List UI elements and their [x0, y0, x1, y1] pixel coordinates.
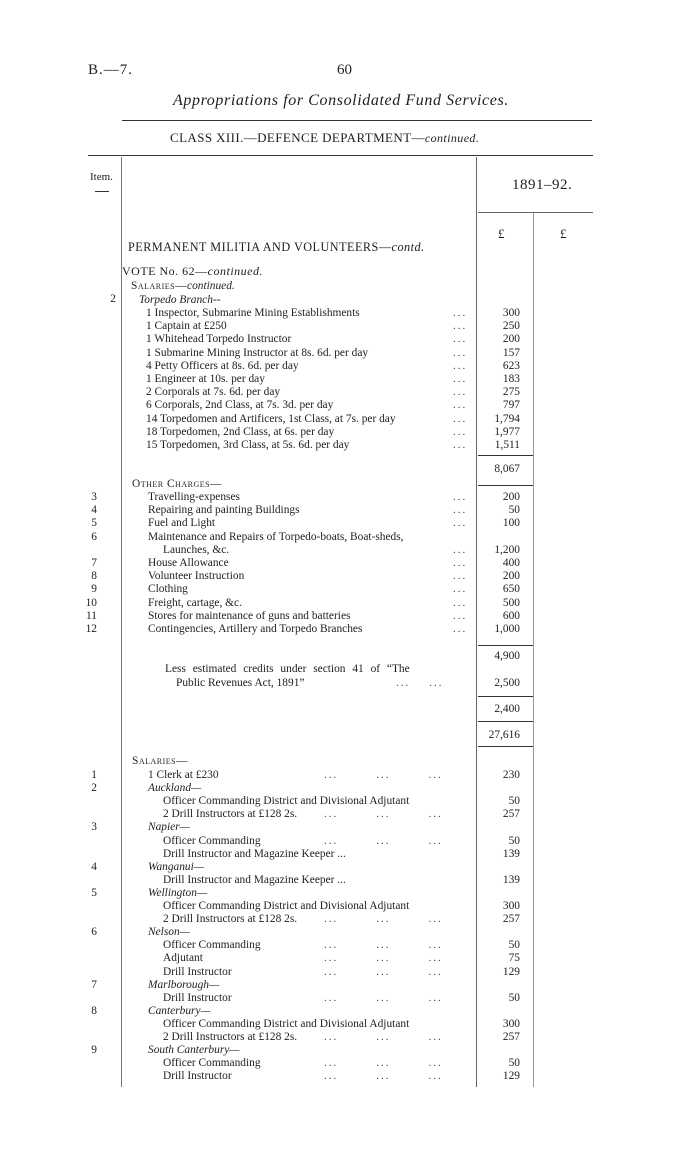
salary-row-text: South Canterbury— [148, 1044, 240, 1056]
salary-row-amount: 129 [502, 966, 520, 978]
salary-row-text: Canterbury— [148, 1005, 211, 1017]
salary-row-amount: 50 [508, 1057, 520, 1069]
other-row-text: Stores for maintenance of guns and batteries [148, 610, 351, 622]
net-rule [478, 696, 533, 697]
less-credits-line2: Public Revenues Act, 1891” [176, 677, 305, 689]
torpedo-row-text: 4 Petty Officers at 8s. 6d. per day [146, 360, 299, 372]
page-title: Appropriations for Consolidated Fund Services. [173, 92, 509, 109]
item-number: 3 [91, 491, 97, 503]
salaries-heading-continued: continued. [187, 280, 235, 292]
section-heading [128, 240, 425, 255]
other-charges-total: 4,900 [494, 650, 520, 662]
salary-row-text: Marlborough— [148, 979, 220, 991]
item-number: 4 [91, 504, 97, 516]
salary-row-text: 2 Drill Instructors at £128 2s. [163, 1031, 298, 1043]
item-number: 5 [91, 887, 97, 899]
salary-row-text: Adjutant [163, 952, 203, 964]
leader-dots: ... [453, 360, 468, 372]
less-credits-amount: 2,500 [494, 677, 520, 689]
salary-row-amount: 50 [508, 992, 520, 1004]
salary-row-amount: 300 [502, 900, 520, 912]
other-subtotal-rule [478, 645, 533, 646]
item-number: 7 [91, 557, 97, 569]
leader-dots: ... ... ... [324, 1070, 443, 1082]
torpedo-item-number: 2 [110, 293, 116, 305]
salary-row-text: Wanganui— [148, 861, 204, 873]
item-number: 9 [91, 1044, 97, 1056]
salary-row-text: Drill Instructor [163, 966, 232, 978]
torpedo-row-amount: 1,794 [494, 413, 520, 425]
less-credits-line1: Less estimated credits under section 41 of “The [165, 663, 410, 675]
torpedo-branch-heading: Torpedo Branch-- [139, 294, 221, 306]
torpedo-row-amount: 275 [502, 386, 520, 398]
item-number: 6 [91, 926, 97, 938]
class-title [170, 130, 479, 146]
other-charges-heading: Other Charges— [132, 478, 222, 490]
other-row-amount: 50 [508, 504, 520, 516]
torpedo-row-text: 1 Engineer at 10s. per day [146, 373, 265, 385]
leader-dots: ... [453, 491, 468, 503]
salary-row-text: Officer Commanding [163, 939, 261, 951]
leader-dots: ... ... ... [324, 1057, 443, 1069]
other-row-text: Launches, &c. [163, 544, 230, 556]
other-row-text: Freight, cartage, &c. [148, 597, 242, 609]
item-column-header: Item. [90, 171, 113, 183]
salary-row-amount: 257 [502, 1031, 520, 1043]
salary-row-amount: 75 [508, 952, 520, 964]
item-number: 2 [91, 782, 97, 794]
leader-dots: ... ... ... [324, 992, 443, 1004]
leader-dots: ... [453, 517, 468, 529]
other-row-text: Contingencies, Artillery and Torpedo Branches [148, 623, 363, 635]
leader-dots: ... [453, 544, 468, 556]
salary-row-text: 2 Drill Instructors at £128 2s. [163, 913, 298, 925]
year-header: 1891–92. [512, 177, 573, 193]
other-row-amount: 200 [502, 491, 520, 503]
item-number: 3 [91, 821, 97, 833]
other-row-text: Repairing and painting Buildings [148, 504, 300, 516]
torpedo-row-text: 15 Torpedomen, 3rd Class, at 5s. 6d. per day [146, 439, 350, 451]
vote-heading-continued: continued. [207, 264, 263, 278]
torpedo-row-text: 14 Torpedomen and Artificers, 1st Class, at 7s. per day [146, 413, 396, 425]
torpedo-row-amount: 1,977 [494, 426, 520, 438]
torpedo-row-text: 6 Corporals, 2nd Class, at 7s. 3d. per day [146, 399, 334, 411]
torpedo-row-amount: 200 [502, 333, 520, 345]
leader-dots: ... ... ... [324, 1031, 443, 1043]
leader-dots: ... ... ... [324, 913, 443, 925]
item-number: 9 [91, 583, 97, 595]
section-heading-contd: contd. [391, 240, 425, 254]
salary-row-text: Officer Commanding District and Divisional Adjutant [163, 900, 410, 912]
leader-dots: ... [453, 583, 468, 595]
torpedo-row-amount: 250 [502, 320, 520, 332]
other-row-amount: 200 [502, 570, 520, 582]
torpedo-row-text: 1 Submarine Mining Instructor at 8s. 6d. per day [146, 347, 369, 359]
other-row-amount: 100 [502, 517, 520, 529]
item-header-underline [95, 191, 109, 192]
leader-dots: ... [453, 426, 468, 438]
item-number: 10 [85, 597, 97, 609]
other-charges-rule [478, 485, 533, 486]
leader-dots: ... ... ... [324, 966, 443, 978]
item-number: 4 [91, 861, 97, 873]
salary-row-text: Drill Instructor and Magazine Keeper ... [163, 848, 346, 860]
grand-total: 27,616 [488, 729, 520, 741]
other-row-amount: 1,000 [494, 623, 520, 635]
title-rule [122, 120, 592, 121]
item-number: 1 [91, 769, 97, 781]
leader-dots: ... [453, 504, 468, 516]
torpedo-row-amount: 623 [502, 360, 520, 372]
grand-total-rule [478, 721, 533, 722]
salary-row-text: Nelson— [148, 926, 190, 938]
salary-row-text: Officer Commanding District and Divisional Adjutant [163, 1018, 410, 1030]
torpedo-row-text: 18 Torpedomen, 2nd Class, at 6s. per day [146, 426, 335, 438]
leader-dots: ... [453, 373, 468, 385]
salary-row-amount: 257 [502, 808, 520, 820]
salary-row-text: 2 Drill Instructors at £128 2s. [163, 808, 298, 820]
salaries-heading [131, 280, 235, 293]
leader-dots: ... ... ... [324, 769, 443, 781]
salary-row-amount: 257 [502, 913, 520, 925]
salary-row-text: Officer Commanding [163, 1057, 261, 1069]
other-row-amount: 600 [502, 610, 520, 622]
other-row-text: Clothing [148, 583, 188, 595]
leader-dots: ... ... ... [324, 952, 443, 964]
leader-dots: ... [453, 307, 468, 319]
leader-dots: ... ... ... [324, 835, 443, 847]
section-heading-text: PERMANENT MILITIA AND VOLUNTEERS— [128, 240, 392, 254]
item-column-divider [121, 157, 122, 1087]
torpedo-row-amount: 797 [502, 399, 520, 411]
header-rule [88, 155, 593, 156]
torpedo-row-amount: 183 [502, 373, 520, 385]
torpedo-subtotal-rule [478, 455, 533, 456]
salary-row-text: Officer Commanding [163, 835, 261, 847]
salary-row-amount: 230 [502, 769, 520, 781]
leader-dots: ... [453, 320, 468, 332]
torpedo-row-amount: 157 [502, 347, 520, 359]
item-number: 7 [91, 979, 97, 991]
other-row-text: Maintenance and Repairs of Torpedo-boats, Boat-sheds, [148, 531, 404, 543]
net-amount: 2,400 [494, 703, 520, 715]
other-row-text: Volunteer Instruction [148, 570, 245, 582]
leader-dots: ... [453, 623, 468, 635]
leader-dots: ... [453, 333, 468, 345]
document-reference: B.—7. [88, 62, 134, 78]
torpedo-row-text: 1 Whitehead Torpedo Instructor [146, 333, 292, 345]
less-credits-dots: ... ... [396, 677, 444, 689]
item-number: 8 [91, 1005, 97, 1017]
leader-dots: ... [453, 610, 468, 622]
leader-dots: ... [453, 570, 468, 582]
year-underline [478, 212, 593, 213]
leader-dots: ... [453, 413, 468, 425]
leader-dots: ... [453, 399, 468, 411]
salary-row-text: 1 Clerk at £230 [148, 769, 219, 781]
salary-row-text: Napier— [148, 821, 190, 833]
page-number: 60 [337, 62, 352, 78]
torpedo-row-amount: 300 [502, 307, 520, 319]
salary-row-text: Auckland— [148, 782, 202, 794]
class-title-text: CLASS XIII.—DEFENCE DEPARTMENT— [170, 130, 425, 145]
item-number: 6 [91, 531, 97, 543]
torpedo-row-text: 1 Captain at £250 [146, 320, 227, 332]
salary-row-amount: 139 [502, 848, 520, 860]
salary-row-text: Drill Instructor and Magazine Keeper ... [163, 874, 346, 886]
salary-row-amount: 50 [508, 795, 520, 807]
leader-dots: ... ... ... [324, 808, 443, 820]
torpedo-row-text: 2 Corporals at 7s. 6d. per day [146, 386, 281, 398]
leader-dots: ... [453, 597, 468, 609]
other-row-amount: 650 [502, 583, 520, 595]
other-row-amount: 400 [502, 557, 520, 569]
salaries-heading-text: Salaries— [131, 280, 188, 292]
salary-row-amount: 300 [502, 1018, 520, 1030]
torpedo-total: 8,067 [494, 463, 520, 475]
grand-total-underline [478, 746, 533, 747]
other-row-text: Fuel and Light [148, 517, 216, 529]
other-row-text: House Allowance [148, 557, 229, 569]
other-row-amount: 500 [502, 597, 520, 609]
item-number: 5 [91, 517, 97, 529]
item-number: 12 [85, 623, 97, 635]
other-row-amount: 1,200 [494, 544, 520, 556]
class-title-continued: continued. [424, 131, 480, 145]
leader-dots: ... ... ... [324, 939, 443, 951]
item-number: 11 [86, 610, 97, 622]
salary-row-amount: 50 [508, 835, 520, 847]
leader-dots: ... [453, 557, 468, 569]
salary-row-text: Drill Instructor [163, 1070, 232, 1082]
leader-dots: ... [453, 439, 468, 451]
vote-heading [122, 264, 263, 279]
other-row-text: Travelling-expenses [148, 491, 240, 503]
leader-dots: ... [453, 386, 468, 398]
pound-sign-2: £ [560, 226, 567, 241]
leader-dots: ... [453, 347, 468, 359]
salary-row-amount: 129 [502, 1070, 520, 1082]
pound-sign-1: £ [498, 226, 505, 241]
salary-row-amount: 50 [508, 939, 520, 951]
salary-row-text: Officer Commanding District and Divisional Adjutant [163, 795, 410, 807]
salary-row-text: Wellington— [148, 887, 208, 899]
torpedo-row-amount: 1,511 [494, 439, 520, 451]
salary-row-amount: 139 [502, 874, 520, 886]
amount-inner-divider [533, 212, 534, 1087]
salary-row-text: Drill Instructor [163, 992, 232, 1004]
salaries-heading-2: Salaries— [132, 755, 189, 767]
torpedo-row-text: 1 Inspector, Submarine Mining Establishments [146, 307, 360, 319]
vote-heading-text: VOTE No. 62— [122, 264, 208, 278]
item-number: 8 [91, 570, 97, 582]
